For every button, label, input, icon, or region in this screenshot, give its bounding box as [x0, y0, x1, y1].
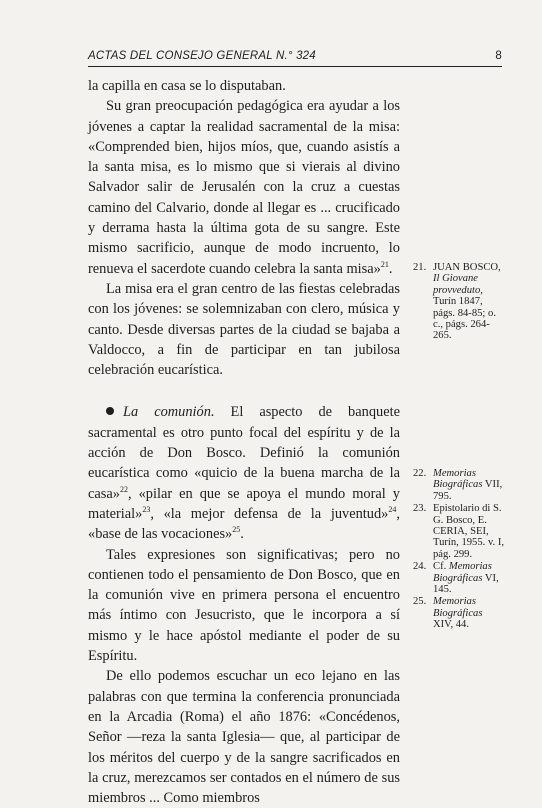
- footnote-number: 24.: [413, 561, 427, 573]
- footnote-number: 22.: [413, 468, 427, 479]
- paragraph-4: Tales expresiones son significativas; pero no contienen todo el pensamiento de Don Bosco, que en la comunión vive en primera persona el encuentro más íntimo con Jesucristo, que le incorpora a sí mismo y le hace apóstol mediante el poder de su Espíritu.: [88, 546, 400, 665]
- paragraph-3-text-2: , «pilar en que se apoya el mundo moral y material»: [88, 485, 400, 522]
- paragraph-0: la capilla en casa se lo disputaban.: [88, 78, 286, 94]
- footnote-text: [433, 596, 505, 630]
- footnotes-group-2: [413, 468, 505, 632]
- paragraph-5: De ello podemos escuchar un eco lejano en las palabras con que termina la conferencia pronunciada en la Arcadia (Roma) el año 1876: «Concédenos, Señor —reza la santa Iglesia— que, al participar de los méritos del cuerpo y de la sangre sacrificados en la cruz, merezcamos ser contados en el número de sus miembros ... Como miembros: [88, 668, 400, 807]
- footnote-details: Turín 1847, págs. 84-85; o. c., págs. 264-265.: [433, 296, 496, 342]
- footnote-work-title: Il Giovane provveduto,: [433, 273, 483, 296]
- footnote-text: [433, 561, 505, 595]
- paragraph-1: [88, 96, 400, 279]
- footnote-ref-25[interactable]: 25: [232, 525, 241, 535]
- footnote-number: 23.: [413, 503, 427, 515]
- page-number: 8: [495, 50, 502, 62]
- footnote-25: [413, 596, 505, 630]
- footnote-22: [413, 468, 505, 502]
- footnote-details: Epistolario di S. G. Bosco, E. CERIA, SEI, Turín, 1955. v. I, pág. 299.: [433, 503, 505, 560]
- footnote-work-title: Memorias Biográficas: [433, 468, 483, 491]
- paragraph-3-text-3: , «la mejor defensa de la juventud»: [150, 505, 389, 522]
- paragraph-3: [88, 402, 400, 544]
- bullet-icon: [106, 407, 114, 415]
- paragraph-1-text: Su gran preocupación pedagógica era ayudar a los jóvenes a captar la realidad sacramental de la misa: «Comprended bien, hijos míos, que, cuando asistís a la santa misa, es lo mismo que si vierais al divino Salvador salir de Jerusalén con la cruz a cuestas camino del Calvario, donde al llegar es ... crucificado y derrama hasta la última gota de su sangre. Este mismo sacrificio, aunque de modo incruento, lo renueva el sacerdote cuando celebra la santa misa»: [88, 98, 400, 277]
- paragraph-3-text-4: , «base de las vocaciones»: [88, 505, 400, 543]
- paragraph-3-text-1: El aspecto de banquete sacramental es otro punto focal del espíritu y de la acción de Don Bosco. Definió la comunión eucarística como «quicio de la buena marcha de la casa»: [88, 404, 400, 502]
- footnote-details: XIV, 44.: [433, 619, 470, 631]
- footnote-author: JUAN BOSCO,: [433, 262, 501, 273]
- footnote-ref-22[interactable]: 22: [119, 484, 128, 494]
- footnote-number: 21.: [413, 262, 427, 273]
- main-text: [88, 76, 400, 808]
- footnote-21: [413, 262, 505, 342]
- footnote-details: VI, 145.: [433, 572, 499, 596]
- footnote-work-title: Memorias Biográficas: [433, 596, 483, 619]
- paragraph-2: La misa era el gran centro de las fiestas celebradas con los jóvenes: se solemnizaban con clero, música y canto. Desde diversas partes de la ciudad se bajaba a Valdocco, a fin de participar en tan jubilosa celebración eucarística.: [88, 280, 400, 379]
- footnote-ref-23[interactable]: 23: [142, 504, 151, 514]
- journal-title: ACTAS DEL CONSEJO GENERAL N.° 324: [88, 50, 316, 62]
- section-heading: La comunión.: [123, 404, 215, 421]
- footnotes-group-1: [413, 262, 505, 343]
- footnote-text: [433, 503, 505, 560]
- paragraph-3-text-5: .: [240, 526, 244, 543]
- footnote-prefix: Cf.: [433, 561, 449, 573]
- footnote-ref-24[interactable]: 24: [388, 504, 397, 514]
- footnote-text: [433, 468, 505, 502]
- footnote-number: 25.: [413, 596, 427, 608]
- footnote-24: [413, 561, 505, 595]
- footnote-23: [413, 503, 505, 560]
- footnote-work-title: Memorias Biográficas: [433, 561, 492, 584]
- running-header: [88, 48, 502, 67]
- paragraph-1-end: .: [388, 260, 393, 277]
- footnote-text: [433, 262, 505, 342]
- footnote-details: VII, 795.: [433, 479, 503, 502]
- footnote-ref-21[interactable]: 21: [380, 259, 389, 269]
